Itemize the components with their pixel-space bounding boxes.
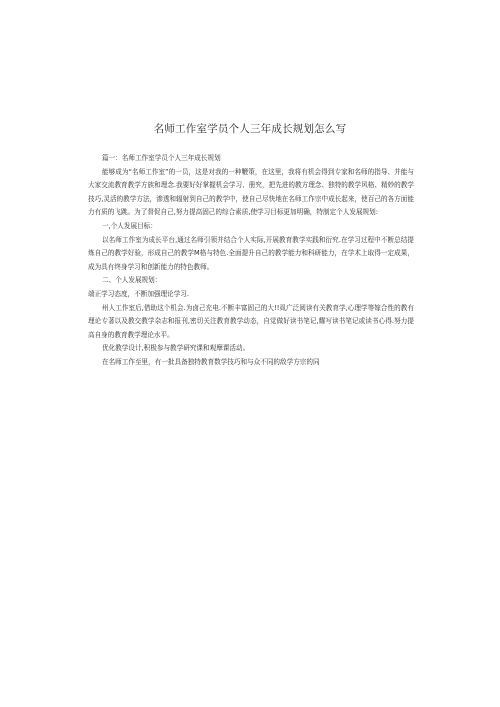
paragraph: 州人工作室后,借助这个机会.为卤己充电.不断丰富固己的大!!虱广泛阅读有关教育学,心理学等嫁合性的教有理论专著以及教交教学杂志和报刊,密切关注教育教学动态，自觉做好读书笔记,耀写读书笔记或读书心得.努力提高自身的教育教学理论水平。: [88, 303, 414, 339]
section-heading: 篇一：名师工作室学员个人三年成长规划: [102, 154, 221, 162]
document-title: 名师工作室学员个人三年成长规划怎么写: [153, 123, 347, 135]
paragraph: 以名师工作室为成长平台,通过名师引领并结合个人实际,开展教育教学实践和衍究.在学习过程中不断总结提炼自己的教学好验，形成自己的教学M格与特色.全面提升自己的教学能力和科研能力，在学术上取得一定成果，成为具有终身学习和创新能力的特色教师。: [88, 235, 414, 271]
section-heading: 二、个人发展规划：: [102, 276, 162, 285]
paragraph: 优化教学设计,积极参与教学研究课和观摩课活动。: [102, 344, 250, 353]
paragraph: 能够成为“名师工作室”的一员，这是对我的一种鞭策，在这里，我将有机会得到专家和名师的指导、并能与大家交流教育教学方族和理念.我要好好掌握机会学习、册究，把先进的教方理念、独特的教学风格、精妙的教学技巧,灵活的教学方法，渗透和辐射到自己的教学中，使自己尽快地在名师工作宗中成长起来，使百己的各方面能力有质的飞跳。为了督促自己,努力提高固己的综合素质,使学习目标更加明确，特制定个人发展规划:: [88, 167, 414, 217]
paragraph: 端正学习态度，不断加强理论学习.: [88, 289, 190, 298]
document-body: [88, 152, 414, 370]
paragraph: 在名师工作至里，有一批具备独特教育数学技巧和与众不同的敌学方宗的同: [102, 357, 320, 366]
section-heading: 一,个人发展目标：: [102, 221, 157, 230]
